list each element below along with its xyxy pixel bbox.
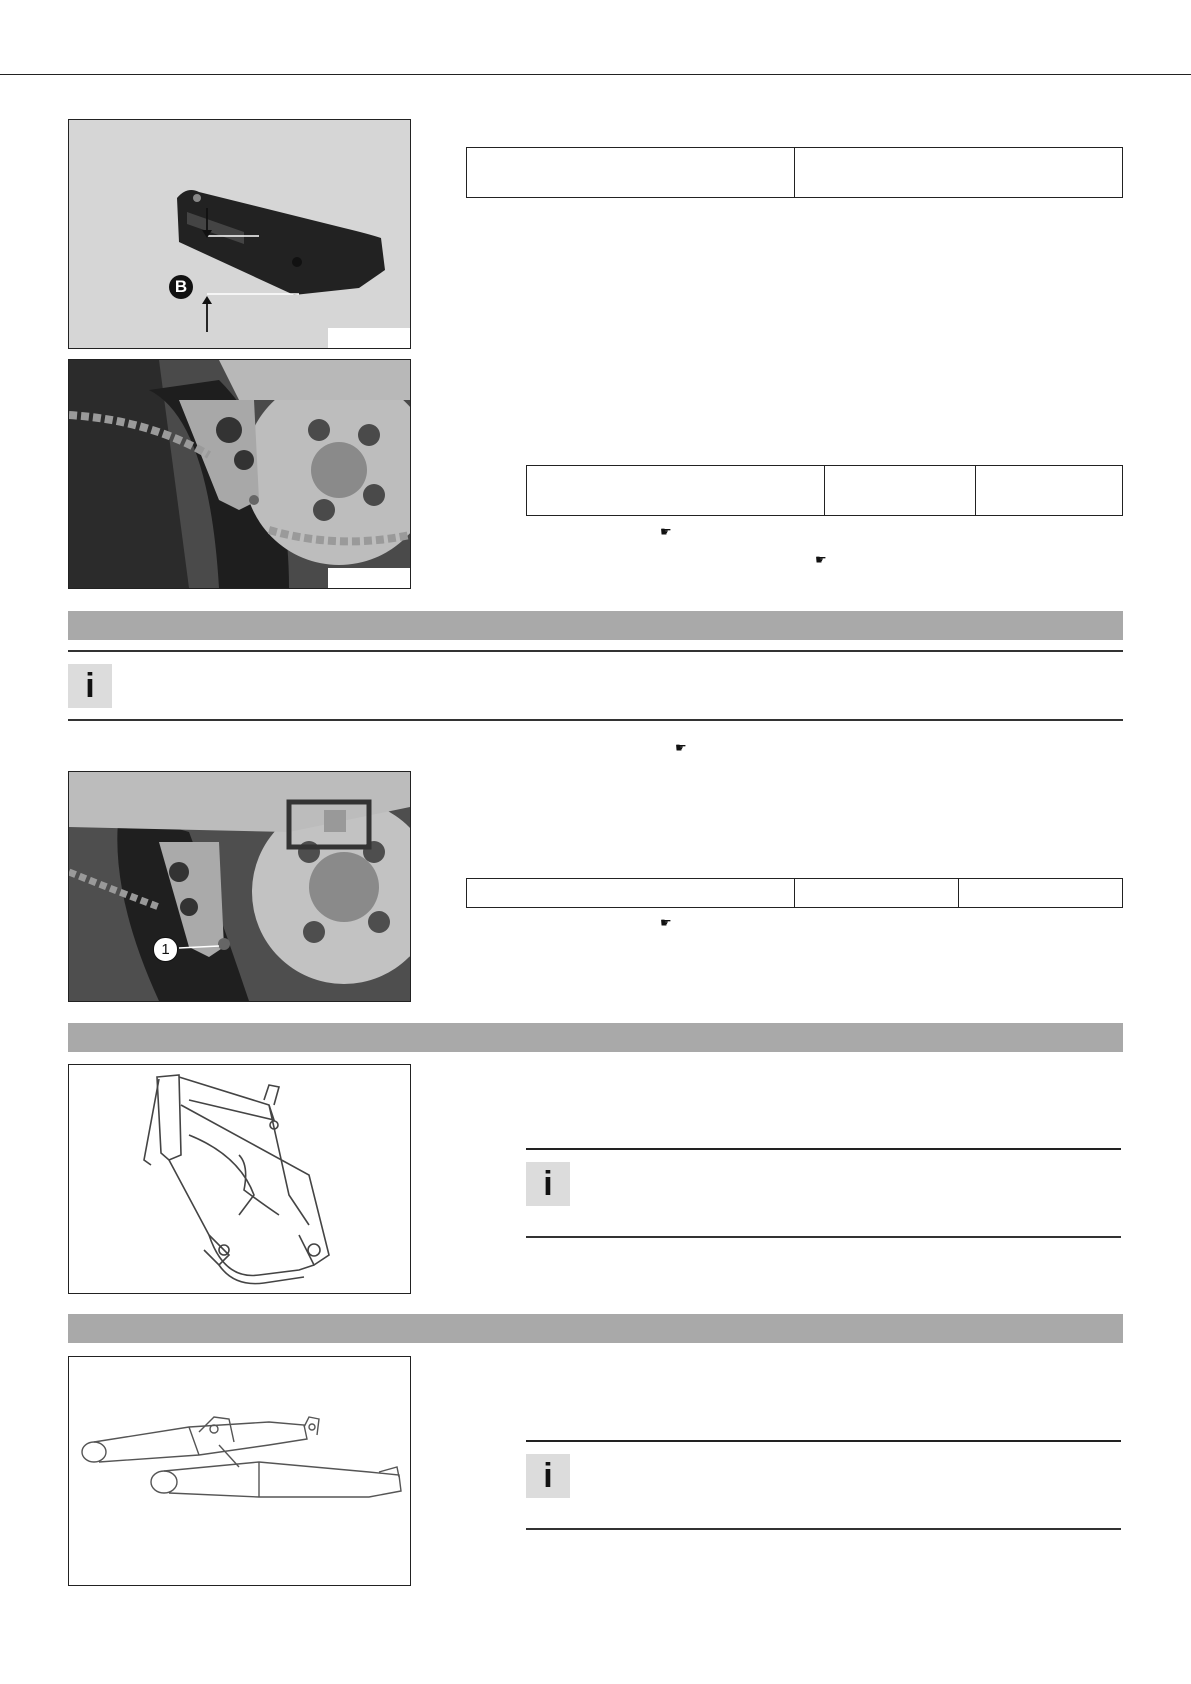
header-rule bbox=[0, 74, 1191, 75]
photo-tag bbox=[328, 328, 410, 348]
info-rule-bottom bbox=[526, 1528, 1121, 1530]
photo-chain-guard-sprocket bbox=[68, 359, 411, 589]
info-rule-bottom bbox=[68, 719, 1123, 721]
reference-hand-icon: ☛ bbox=[815, 552, 827, 567]
illustration-frame bbox=[68, 1064, 411, 1294]
marker-1: 1 bbox=[153, 937, 178, 962]
spec-table-3-cell-3 bbox=[959, 879, 1122, 907]
info-icon: i bbox=[526, 1454, 570, 1498]
spec-table-1 bbox=[466, 147, 1123, 198]
illustration-swingarm bbox=[68, 1356, 411, 1586]
reference-hand-icon: ☛ bbox=[660, 524, 672, 539]
reference-hand-icon: ☛ bbox=[675, 740, 687, 755]
spec-table-3-cell-2 bbox=[795, 879, 959, 907]
spec-table-3-cell-1 bbox=[467, 879, 795, 907]
info-rule-top bbox=[68, 650, 1123, 652]
photo-chain-guard-bolt bbox=[68, 771, 411, 1002]
info-rule-bottom bbox=[526, 1236, 1121, 1238]
info-icon: i bbox=[526, 1162, 570, 1206]
reference-hand-icon: ☛ bbox=[660, 915, 672, 930]
spec-table-1-cell-1 bbox=[467, 148, 795, 197]
spec-table-1-cell-2 bbox=[795, 148, 1122, 197]
info-icon: i bbox=[68, 664, 112, 708]
section-header-bar bbox=[68, 1314, 1123, 1343]
info-rule-top bbox=[526, 1440, 1121, 1442]
marker-b: B bbox=[169, 275, 193, 299]
photo-chain-sliding-guard bbox=[68, 119, 411, 349]
section-header-bar bbox=[68, 1023, 1123, 1052]
photo-tag bbox=[328, 568, 410, 588]
spec-table-2-cell-1 bbox=[527, 466, 825, 515]
section-header-bar bbox=[68, 611, 1123, 640]
spec-table-2-cell-2 bbox=[825, 466, 976, 515]
spec-table-2 bbox=[526, 465, 1123, 516]
info-rule-top bbox=[526, 1148, 1121, 1150]
spec-table-3 bbox=[466, 878, 1123, 908]
spec-table-2-cell-3 bbox=[976, 466, 1122, 515]
